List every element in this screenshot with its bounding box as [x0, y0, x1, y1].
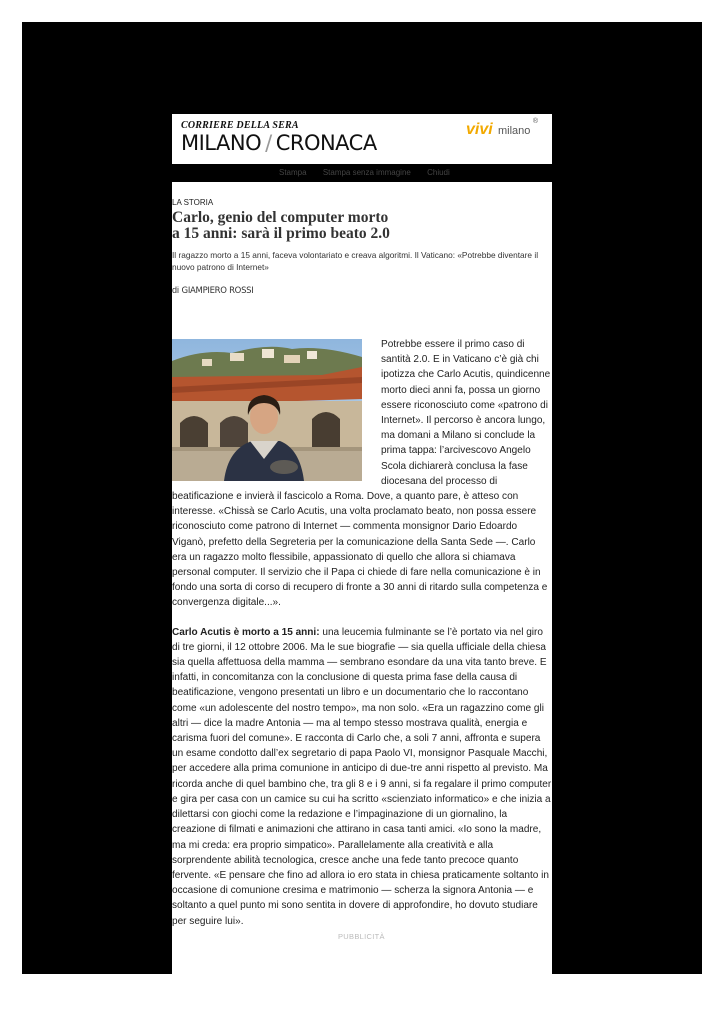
vivimilano-logo[interactable] [466, 120, 538, 140]
photo-spacer [172, 337, 362, 482]
article-headline [172, 210, 542, 242]
section-name: CRONACA [275, 131, 377, 155]
close-link[interactable]: Chiudi [427, 168, 450, 177]
logo-milano: milano [498, 125, 531, 137]
print-toolbar [172, 164, 552, 182]
advertising-label: PUBBLICITÀ [338, 932, 385, 941]
paragraph-2-lead: Carlo Acutis è morto a 15 anni: [172, 626, 320, 638]
section-separator: / [265, 131, 272, 155]
article-byline [172, 285, 253, 296]
masthead [172, 114, 552, 164]
registered-mark: ® [532, 118, 538, 125]
article-body [172, 337, 552, 929]
headline-line-2: a 15 anni: sarà il primo beato 2.0 [172, 225, 390, 242]
section-title [181, 131, 377, 155]
paragraph-2 [172, 625, 552, 929]
print-no-image-link[interactable]: Stampa senza immagine [322, 168, 411, 177]
brand-name: CORRIERE DELLA SERA [181, 120, 299, 131]
section-city: MILANO [181, 131, 262, 155]
byline-author: GIAMPIERO ROSSI [181, 286, 254, 296]
headline-line-1: Carlo, genio del computer morto [172, 209, 389, 226]
logo-vivi: vivi [466, 121, 493, 138]
byline-prefix: di [172, 285, 180, 295]
paragraph-2-text: una leucemia fulminante se l’è portato via nel giro di tre giorni, il 12 ottobre 2006. Ma le sue biografie — sia quella ufficiale della chiesa sia quella affettuosa della mamma — sembrano esondare da una vita tanto breve. E infatti, in concomitanza con la conclusione di questa prima fase della causa di beatificazione, vengono presentati un libro e un documentario che lo raccontano come «un adolescente del nostro tempo», ma non solo. «Era un ragazzino come gli altri — dice la madre Antonia — ma al tempo stesso mostrava qualità, energia e carisma fuori del comune». E racconta di Carlo che, a soli 7 anni, affronta e supera un esame condotto dall’ex segretario di papa Paolo VI, monsignor Pasquale Macchi, per accedere alla prima comunione in anticipo di due-tre anni rispetto al previsto. Ma ricorda anche di quel bambino che, tra gli 8 e i 9 anni, si fa regalare il primo computer e gira per casa con un camice su cui ha scritto «scienziato informatico» e che inizia a dilettarsi con giochi come la redazione e l’impaginazione di un giornalino, la creazione di filmati e animazioni che attirano in casa tanti amici. «Io sono la madre, ma mi creda: era proprio simpatico». Parallelamente alla creatività e alla sorprendente abilità tecnologica, cresce anche una fede tanto precoce quanto fervente. «E pensare che fino ad allora io ero stata in chiesa praticamente soltanto in occasione di comunione cresima e matrimonio — scherza la signora Antonia — e soltanto a quel punto mi sono sentita in dovere di approfondire, ho dovuto studiare per seguire lui». [172, 626, 552, 927]
article [172, 182, 552, 974]
article-kicker: LA STORIA [172, 198, 214, 207]
paragraph-1: Potrebbe essere il primo caso di santità 2.0. E in Vaticano c’è già chi ipotizza che Carlo Acutis, quindicenne morto dieci anni fa, possa un giorno essere riconosciuto come «patrono di Internet». Il percorso è ancora lungo, ma domani a Milano si conclude la prima tappa: l’arcivescovo Angelo Scola dichiarerà conclusa la fase diocesana del processo di beatificazione e invierà il fascicolo a Roma. Dove, a quanto pare, è atteso con interesse. «Chissà se Carlo Acutis, una volta proclamato beato, non possa essere riconosciuto come patrono di Internet — commenta monsignor Dario Edoardo Viganò, prefetto della Segreteria per la comunicazione della Santa Sede —. Carlo era un ragazzo molto flessibile, appassionato di quello che allora si chiamava personal computer. Il servizio che il Papa ci chiede di fare nella comunicazione è in fondo una sorta di corso di recupero di fronte a 30 anni di ritardo sulla competenza e convergenza digitale...». [172, 339, 551, 609]
print-link[interactable]: Stampa [279, 168, 307, 177]
article-subhead: Il ragazzo morto a 15 anni, faceva volontariato e creava algoritmi. Il Vaticano: «Potrebbe diventare il nuovo patrono di Internet» [172, 250, 539, 272]
